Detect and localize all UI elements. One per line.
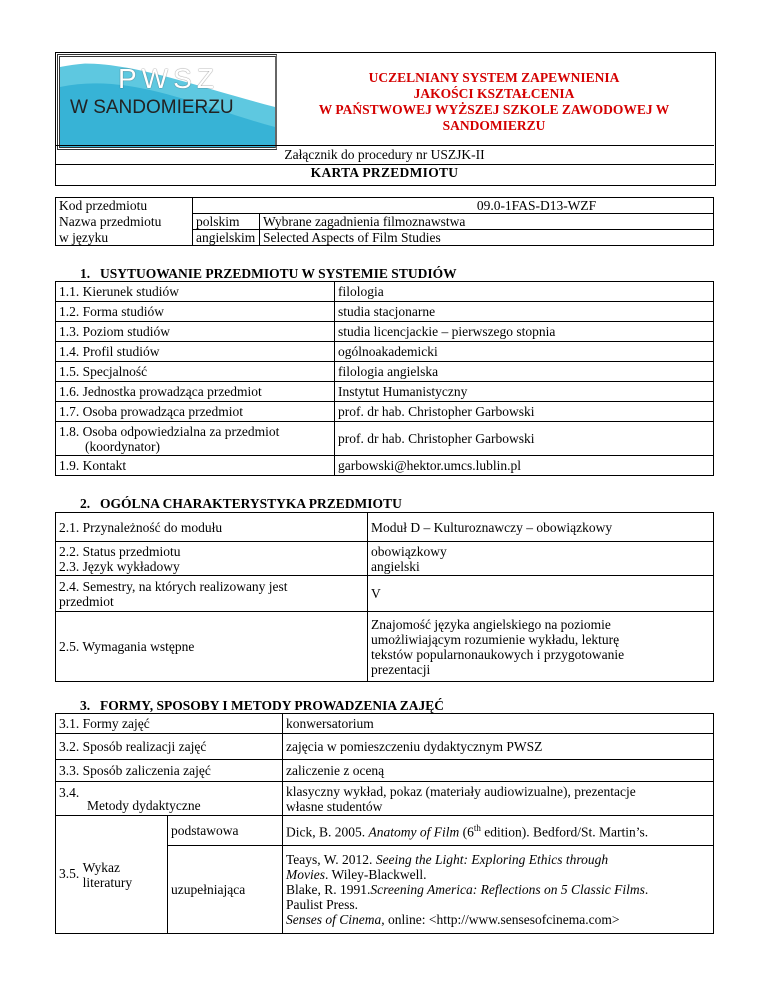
row-value: Instytut Humanistyczny [335,382,714,402]
row-label: 1.3. Poziom studiów [56,322,335,342]
subject-table [55,197,714,246]
row-label: 1.4. Profil studiów [56,342,335,362]
section-2-heading: 2. OGÓLNA CHARAKTERYSTYKA PRZEDMIOTU [80,496,402,511]
literature-item-cont: Movies. Wiley-Blackwell. [286,867,427,882]
row-value: zajęcia w pomieszczeniu dydaktycznym PWSZ [283,734,714,760]
subject-code: 09.0-1FAS-D13-WZF [193,198,714,214]
row-value: prof. dr hab. Christopher Garbowski [335,402,714,422]
row-value: garbowski@hektor.umcs.lublin.pl [335,456,714,476]
subject-name-en: Selected Aspects of Film Studies [260,230,714,246]
header-title: UCZELNIANY SYSTEM ZAPEWNIENIA JAKOŚCI KSZTAŁCENIA W PAŃSTWOWEJ WYŻSZEJ SZKOLE ZAWODOWEJ W SANDOMIERZU [318,70,670,133]
row-label: 3.4. Metody dydaktyczne [56,782,283,816]
literature-item-cont: Paulist Press. [286,897,359,912]
extra-literature-label: uzupełniająca [168,846,283,934]
annex-note: Załącznik do procedury nr USZJK-II [284,147,485,162]
row-label: 1.5. Specjalność [56,362,335,382]
basic-literature: Dick, B. 2005. Anatomy of Film (6th edition). Bedford/St. Martin’s. [283,816,714,846]
row-value: obowiązkowy angielski [368,542,714,576]
literature-item: Teays, W. 2012. Seeing the Light: Exploring Ethics through [286,852,609,867]
row-value: klasyczny wykład, pokaz (materiały audiowizualne), prezentacje własne studentów [283,782,714,816]
row-label: 1.8. Osoba odpowiedzialna za przedmiot (koordynator) [56,422,335,456]
row-label: 3.2. Sposób realizacji zajęć [56,734,283,760]
literature-item: Senses of Cinema, online: <http://www.sensesofcinema.com> [286,912,620,927]
section-1-table [55,281,714,476]
literature-label: 3.5. Wykaz literatury [56,816,168,934]
card-title: KARTA PRZEDMIOTU [310,165,459,180]
row-label: 2.4. Semestry, na których realizowany jest przedmiot [56,576,368,612]
row-label: 3.3. Sposób zaliczenia zajęć [56,760,283,782]
row-value: Moduł D – Kulturoznawczy – obowiązkowy [368,513,714,542]
row-label: 2.1. Przynależność do modułu [56,513,368,542]
row-label: 1.1. Kierunek studiów [56,282,335,302]
row-value: studia licencjackie – pierwszego stopnia [335,322,714,342]
header-divider [55,145,714,146]
row-label: 3.1. Formy zajęć [56,714,283,734]
row-label: 1.9. Kontakt [56,456,335,476]
in-lang-label: w języku [56,230,193,246]
row-label: 1.7. Osoba prowadząca przedmiot [56,402,335,422]
section-3-heading: 3. FORMY, SPOSOBY I METODY PROWADZENIA ZAJĘĆ [80,698,445,713]
name-label: Nazwa przedmiotu [56,214,193,230]
row-value: Znajomość języka angielskiego na poziomie umożliwiającym rozumienie wykładu, lekturę tekstów popularnonaukowych i przygotowanie prezentacji [368,612,714,682]
section-1-heading: 1. USYTUOWANIE PRZEDMIOTU W SYSTEMIE STUDIÓW [80,266,457,281]
lang-en-label: angielskim [193,230,260,246]
basic-literature-label: podstawowa [168,816,283,846]
section-3-table [55,713,714,934]
logo-city-text: W SANDOMIERZU [70,97,234,118]
row-value: prof. dr hab. Christopher Garbowski [335,422,714,456]
code-label: Kod przedmiotu [56,198,193,214]
row-value: zaliczenie z oceną [283,760,714,782]
extra-literature [283,846,714,934]
logo-pwsz-text: PWSZ [118,63,219,94]
subject-name-pl: Wybrane zagadnienia filmoznawstwa [260,214,714,230]
row-value: filologia [335,282,714,302]
row-value: studia stacjonarne [335,302,714,322]
row-label: 1.2. Forma studiów [56,302,335,322]
section-2-table [55,512,714,682]
lang-pl-label: polskim [193,214,260,230]
row-label: 2.5. Wymagania wstępne [56,612,368,682]
row-label: 1.6. Jednostka prowadząca przedmiot [56,382,335,402]
row-value: filologia angielska [335,362,714,382]
row-value: konwersatorium [283,714,714,734]
row-label: 2.2. Status przedmiotu 2.3. Język wykładowy [56,542,368,576]
row-value: ogólnoakademicki [335,342,714,362]
literature-item: Blake, R. 1991.Screening America: Reflections on 5 Classic Films. [286,882,649,897]
row-value: V [368,576,714,612]
school-logo [57,54,277,150]
